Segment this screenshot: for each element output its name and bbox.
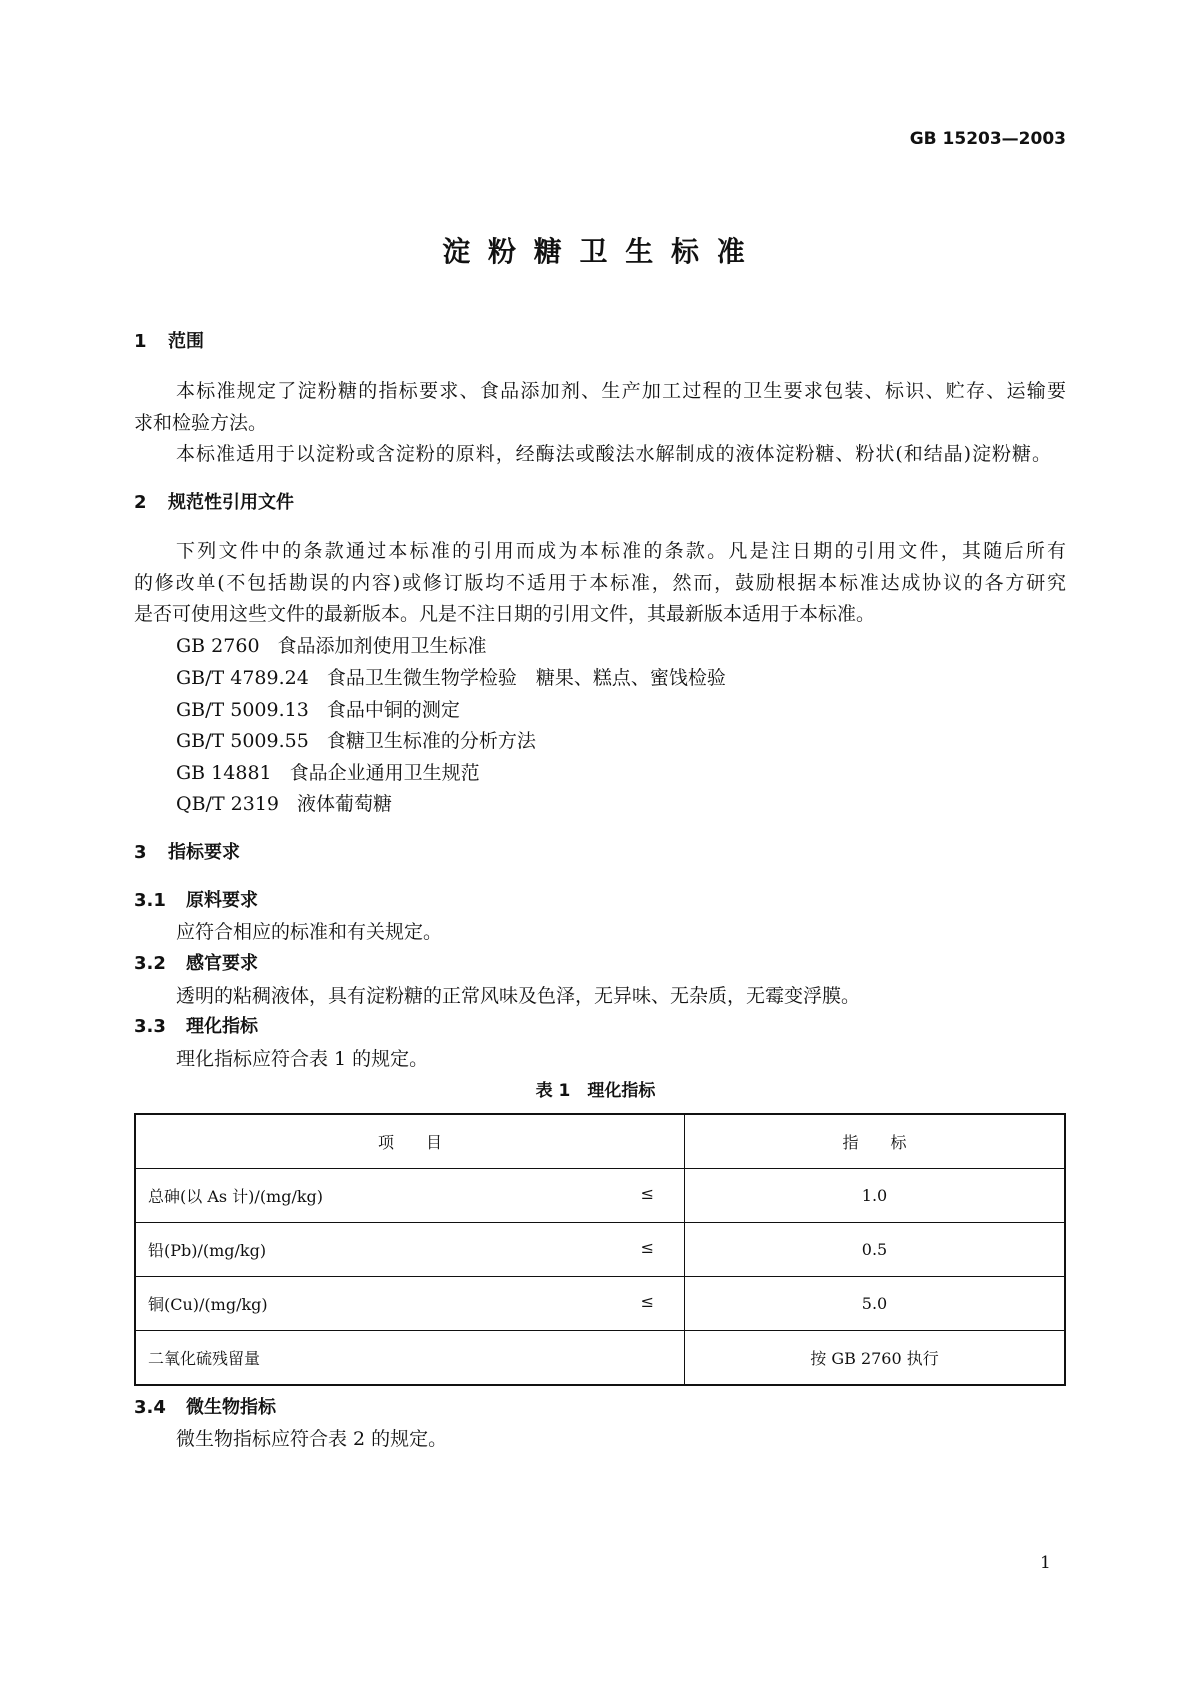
table-row [135, 1331, 1065, 1386]
section-1-para-2: 本标准适用于以淀粉或含淀粉的原料，经酶法或酸法水解制成的液体淀粉糖、粉状(和结晶)淀粉糖。 [176, 443, 1051, 465]
less-equal-sign: ≤ [640, 1238, 654, 1257]
section-3-4-text: 微生物指标应符合表 2 的规定。 [176, 1428, 448, 1450]
section-3-2-heading: 3.2 感官要求 [134, 953, 258, 974]
reference-item: GB/T 5009.13 食品中铜的测定 [176, 699, 460, 721]
section-2-para-line: 是否可使用这些文件的最新版本。凡是不注日期的引用文件，其最新版本适用于本标准。 [134, 603, 876, 625]
table-item: 铜(Cu)/(mg/kg) [148, 1295, 268, 1314]
less-equal-sign: ≤ [640, 1184, 654, 1203]
section-3-2-text: 透明的粘稠液体，具有淀粉糖的正常风味及色泽，无异味、无杂质，无霉变浮膜。 [176, 985, 861, 1007]
reference-item: GB 2760 食品添加剂使用卫生标准 [176, 635, 487, 657]
table-value: 1.0 [685, 1169, 1066, 1223]
section-3-1-text: 应符合相应的标准和有关规定。 [176, 921, 443, 943]
section-3-3-heading: 3.3 理化指标 [134, 1016, 258, 1037]
table-1 [134, 1113, 1066, 1386]
section-2-para-line: 下列文件中的条款通过本标准的引用而成为本标准的条款。凡是注日期的引用文件，其随后所有 [176, 540, 1066, 562]
table-row [135, 1277, 1065, 1331]
section-1-para-line: 求和检验方法。 [134, 412, 268, 434]
section-2-heading: 2 规范性引用文件 [134, 492, 294, 513]
table-item: 二氧化硫残留量 [148, 1349, 261, 1368]
table-value: 按 GB 2760 执行 [685, 1331, 1066, 1386]
section-3-4-heading: 3.4 微生物指标 [134, 1397, 276, 1418]
table-item: 总砷(以 As 计)/(mg/kg) [148, 1187, 324, 1206]
table-1-caption: 表 1 理化指标 [535, 1081, 656, 1101]
section-1-heading: 1 范围 [134, 331, 204, 352]
section-1-para-line: 本标准规定了淀粉糖的指标要求、食品添加剂、生产加工过程的卫生要求包装、标识、贮存、运输要 [176, 380, 1066, 402]
section-3-3-text: 理化指标应符合表 1 的规定。 [176, 1048, 429, 1070]
reference-item: GB 14881 食品企业通用卫生规范 [176, 762, 480, 784]
less-equal-sign: ≤ [640, 1292, 654, 1311]
table-row [135, 1223, 1065, 1277]
document-title: 淀 粉 糖 卫 生 标 准 [442, 235, 749, 268]
reference-item: QB/T 2319 液体葡萄糖 [176, 793, 393, 815]
table-value: 0.5 [685, 1223, 1066, 1277]
reference-item: GB/T 4789.24 食品卫生微生物学检验 糖果、糕点、蜜饯检验 [176, 667, 726, 689]
table-value: 5.0 [685, 1277, 1066, 1331]
section-3-1-heading: 3.1 原料要求 [134, 890, 258, 911]
table-item: 铅(Pb)/(mg/kg) [148, 1241, 267, 1260]
table-row [135, 1169, 1065, 1223]
section-3-heading: 3 指标要求 [134, 842, 240, 863]
reference-item: GB/T 5009.55 食糖卫生标准的分析方法 [176, 730, 536, 752]
table-header-item: 项 目 [135, 1114, 685, 1169]
document-number: GB 15203—2003 [909, 129, 1066, 149]
section-2-para-line: 的修改单(不包括勘误的内容)或修订版均不适用于本标准，然而，鼓励根据本标准达成协议的各方研究 [134, 572, 1066, 594]
page-number: 1 [1040, 1553, 1051, 1573]
table-header-row [135, 1114, 1065, 1169]
table-header-value: 指 标 [685, 1114, 1066, 1169]
